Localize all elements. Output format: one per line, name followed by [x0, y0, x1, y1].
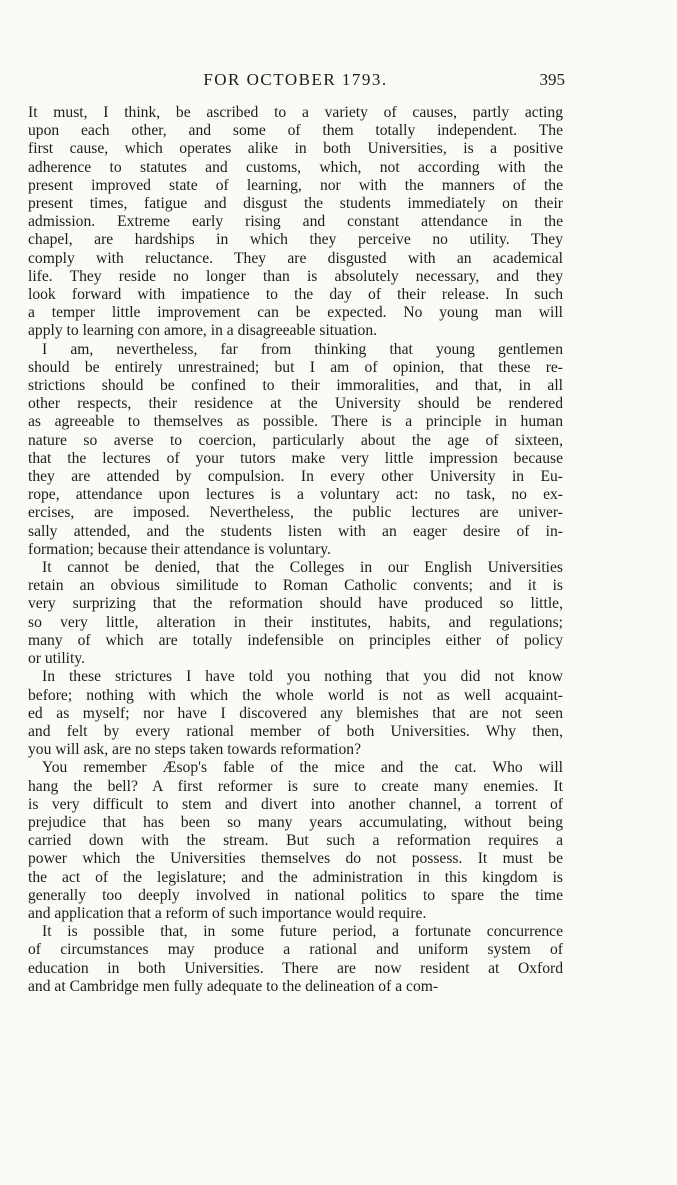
text-line: the act of the legislature; and the administration in this kingdom is — [28, 868, 563, 886]
text-line: hang the bell? A first reformer is sure to create many enemies. It — [28, 777, 563, 795]
text-line: power which the Universities themselves do not possess. It must be — [28, 850, 563, 868]
text-line: and application that a reform of such importance would require. — [28, 904, 427, 922]
text-line: and at Cambridge men fully adequate to the delineation of a com- — [28, 977, 439, 995]
text-line: present improved state of learning, nor with the manners of the — [28, 176, 563, 194]
paragraph-5 — [28, 759, 563, 923]
text-line: rope, attendance upon lectures is a voluntary act: no task, no ex- — [28, 486, 563, 504]
text-line: of circumstances may produce a rational and uniform system of — [28, 941, 563, 959]
text-line: retain an obvious similitude to Roman Catholic convents; and it is — [28, 577, 563, 595]
text-line: sally attended, and the students listen with an eager desire of in- — [28, 522, 563, 540]
body-text — [28, 104, 563, 996]
text-line: present times, fatigue and disgust the students immediately on their — [28, 195, 563, 213]
text-line: carried down with the stream. But such a reformation requires a — [28, 832, 563, 850]
text-line: strictions should be confined to their immoralities, and that, in all — [28, 377, 563, 395]
text-line: a temper little improvement can be expected. No young man will — [28, 304, 563, 322]
text-line: admission. Extreme early rising and constant attendance in the — [28, 213, 563, 231]
running-head: FOR OCTOBER 1793. — [203, 70, 388, 89]
paragraph-6 — [28, 923, 563, 996]
text-line: as agreeable to themselves as possible. There is a principle in human — [28, 413, 563, 431]
text-line: nature so averse to coercion, particularly about the age of sixteen, — [28, 431, 563, 449]
text-line: It is possible that, in some future period, a fortunate concurrence — [42, 923, 563, 941]
text-line: very surprizing that the reformation should have produced so little, — [28, 595, 563, 613]
book-page — [28, 70, 563, 996]
text-line: formation; because their attendance is voluntary. — [28, 540, 331, 558]
page-number: 395 — [539, 70, 565, 89]
text-line: In these strictures I have told you nothing that you did not know — [42, 668, 563, 686]
text-line: life. They reside no longer than is absolutely necessary, and they — [28, 267, 563, 285]
text-line: first cause, which operates alike in both Universities, is a positive — [28, 140, 563, 158]
text-line: other respects, their residence at the University should be rendered — [28, 395, 563, 413]
text-line: adherence to statutes and customs, which, not according with the — [28, 158, 563, 176]
text-line: should be entirely unrestrained; but I am of opinion, that these re- — [28, 358, 563, 376]
text-line: apply to learning con amore, in a disagreeable situation. — [28, 322, 378, 340]
text-line: ercises, are imposed. Nevertheless, the public lectures are univer- — [28, 504, 563, 522]
text-line: many of which are totally indefensible on principles either of policy — [28, 631, 563, 649]
text-line: It cannot be denied, that the Colleges in our English Universities — [42, 559, 563, 577]
text-line: generally too deeply involved in national politics to spare the time — [28, 886, 563, 904]
text-line: comply with reluctance. They are disgusted with an academical — [28, 249, 563, 267]
text-line: and felt by every rational member of both Universities. Why then, — [28, 722, 563, 740]
paragraph-2 — [28, 341, 563, 559]
text-line: You remember Æsop's fable of the mice and the cat. Who will — [42, 759, 563, 777]
text-line: before; nothing with which the whole world is not as well acquaint- — [28, 686, 563, 704]
page-header — [28, 70, 563, 100]
text-line: It must, I think, be ascribed to a variety of causes, partly acting — [28, 104, 563, 121]
paragraph-1 — [28, 104, 563, 341]
text-line: upon each other, and some of them totally independent. The — [28, 122, 563, 140]
paragraph-4 — [28, 668, 563, 759]
text-line: or utility. — [28, 650, 86, 668]
text-line: chapel, are hardships in which they perceive no utility. They — [28, 231, 563, 249]
text-line: I am, nevertheless, far from thinking that young gentlemen — [42, 340, 563, 358]
text-line: prejudice that has been so many years accumulating, without being — [28, 813, 563, 831]
text-line: you will ask, are no steps taken towards reformation? — [28, 741, 362, 759]
text-line: that the lectures of your tutors make very little impression because — [28, 449, 563, 467]
text-line: ed as myself; nor have I discovered any blemishes that are not seen — [28, 704, 563, 722]
text-line: they are attended by compulsion. In every other University in Eu- — [28, 468, 563, 486]
text-line: so very little, alteration in their institutes, habits, and regulations; — [28, 613, 563, 631]
paragraph-3 — [28, 559, 563, 668]
text-line: is very difficult to stem and divert into another channel, a torrent of — [28, 795, 563, 813]
text-line: education in both Universities. There are now resident at Oxford — [28, 959, 563, 977]
text-line: look forward with impatience to the day of their release. In such — [28, 286, 563, 304]
